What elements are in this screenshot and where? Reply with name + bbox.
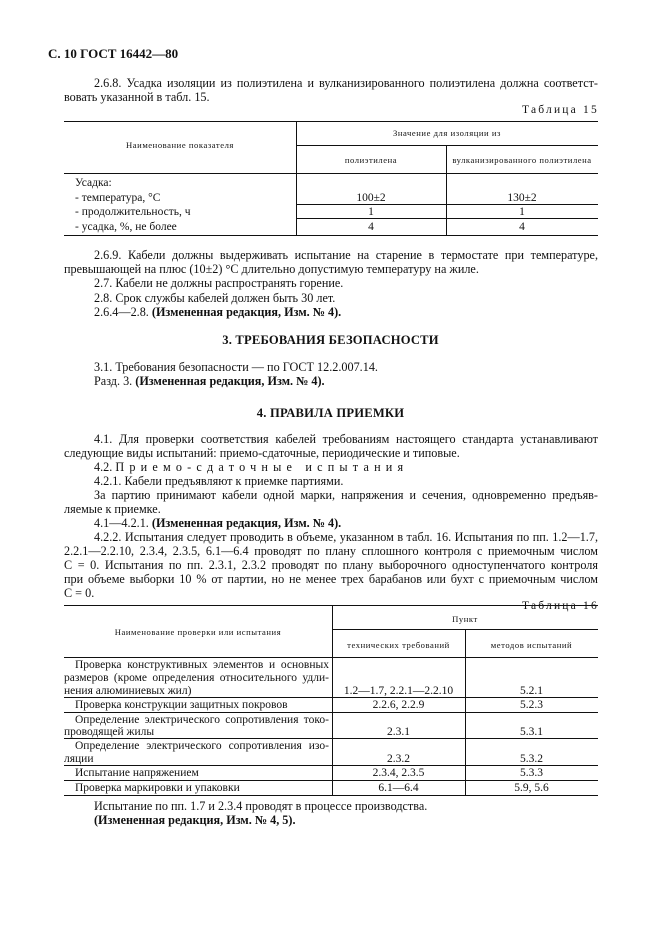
paragraph-4-2-2-line-3: C = 0. Испытания по пп. 2.3.1, 2.3.2 проводят по плану выборочного одноступенчатого контроля <box>64 558 598 572</box>
heading-number: 4.2. <box>94 460 113 474</box>
amendment-prefix: Разд. 3. <box>94 374 133 388</box>
table-15-col-group-header: Значение для изоляции из <box>393 128 501 138</box>
table-16-caption: Таблица 16 <box>522 600 599 612</box>
table-row-name-line: ляции <box>64 753 94 765</box>
paragraph-2-6-8-line-1: 2.6.8. Усадка изоляции из полиэтилена и вулканизированного полиэтилена должна соответст- <box>94 76 598 90</box>
paragraph-4-2-1b-line-1: За партию принимают кабели одной марки, напряжения и сечения, одновременно предъяв- <box>94 488 598 502</box>
amendment-prefix: 4.1—4.2.1. <box>94 516 149 530</box>
paragraph-2-6-9-line-1: 2.6.9. Кабели должны выдерживать испытание на старение в термостате при температуре, <box>94 248 598 262</box>
table-row-name-line: размеров (кроме определения относительного удли- <box>64 672 329 684</box>
amendment-note: (Измененная редакция, Изм. № 4). <box>135 374 325 388</box>
table-row-pe: 1 <box>368 206 374 218</box>
paragraph-4-2-heading <box>94 460 408 474</box>
table-row-tech: 1.2—1.7, 2.2.1—2.2.10 <box>343 685 454 697</box>
table-15-col-pe-header: полиэтилена <box>344 155 398 165</box>
table-row-name-line: нения алюминиевых жил) <box>64 685 192 697</box>
paragraph-2-8: 2.8. Срок службы кабелей должен быть 30 лет. <box>94 291 336 305</box>
paragraph-4-2-1b-line-2: ляемые к приемке. <box>64 502 161 516</box>
table-row-name-line: Определение электрического сопротивления токо- <box>75 714 329 726</box>
table-row-methods: 5.2.3 <box>520 699 543 711</box>
paragraph-2-7: 2.7. Кабели не должны распространять горение. <box>94 276 344 290</box>
paragraph-4-1-line-2: следующие виды испытаний: приемо-сдаточные, периодические и типовые. <box>64 446 460 460</box>
paragraph-2-6-4-amendment <box>94 305 341 319</box>
table-row-name-line: Определение электрического сопротивления изо- <box>75 740 329 752</box>
table-16-col-name-header: Наименование проверки или испытания <box>114 627 282 637</box>
table-16-col-group-header: Пункт <box>452 614 478 624</box>
amendment-note: (Измененная редакция, Изм. № 4). <box>151 305 342 319</box>
footer-note: Испытание по пп. 1.7 и 2.3.4 проводят в процессе производства. <box>94 799 428 813</box>
table-row-name-line: Проверка конструктивных элементов и основных <box>75 659 329 671</box>
table-15-group-label: Усадка: <box>75 177 112 189</box>
table-row-vpe: 130±2 <box>507 192 537 204</box>
table-16-col-methods-header: методов испытаний <box>490 640 573 650</box>
table-15-col-name-header: Наименование показателя <box>126 140 234 150</box>
table-row-tech: 2.3.2 <box>387 753 410 765</box>
table-row-pe: 4 <box>368 221 374 233</box>
paragraph-4-2-2-line-2: 2.2.1—2.2.10, 2.3.4, 2.3.5, 6.1—6.4 проводят по плану сплошного контроля с приемочным числом <box>64 544 598 558</box>
table-row-vpe: 1 <box>519 206 525 218</box>
table-row-tech: 2.3.1 <box>387 726 410 738</box>
table-row-name-line: Испытание напряжением <box>75 767 199 779</box>
table-15-col-vpe-header: вулканизированного полиэтилена <box>452 155 592 165</box>
table-row-name: - температура, °С <box>75 192 161 204</box>
table-row-name-line: Проверка маркировки и упаковки <box>75 782 240 794</box>
table-row-methods: 5.3.2 <box>520 753 543 765</box>
table-row-name: - продолжительность, ч <box>75 206 191 218</box>
paragraph-2-6-8-line-2: вовать указанной в табл. 15. <box>64 90 210 104</box>
table-row-name-line: проводящей жилы <box>64 726 155 738</box>
paragraph-3-1: 3.1. Требования безопасности — по ГОСТ 12.2.007.14. <box>94 360 378 374</box>
table-row-name-line: Проверка конструкции защитных покровов <box>75 699 288 711</box>
table-row-pe: 100±2 <box>356 192 386 204</box>
table-row-methods: 5.3.3 <box>520 767 543 779</box>
page-header: С. 10 ГОСТ 16442—80 <box>48 46 179 61</box>
section-3-amendment <box>94 374 325 388</box>
table-row-tech: 2.2.6, 2.2.9 <box>372 699 425 711</box>
table-row-tech: 6.1—6.4 <box>378 782 419 794</box>
paragraph-4-2-2-line-4: при объеме выборки 10 % от партии, но не менее трех барабанов или бухт с приемочным числом <box>64 572 598 586</box>
paragraph-4-2-2-line-1: 4.2.2. Испытания следует проводить в объеме, указанном в табл. 16. Испытания по пп. 1.2—1.7, <box>94 530 598 544</box>
amendment-prefix: 2.6.4—2.8. <box>94 305 149 319</box>
table-row-methods: 5.2.1 <box>520 685 543 697</box>
section-4-title: 4. ПРАВИЛА ПРИЕМКИ <box>256 406 405 420</box>
table-16-col-tech-header: технических требований <box>347 640 450 650</box>
table-row-tech: 2.3.4, 2.3.5 <box>372 767 425 779</box>
table-row-vpe: 4 <box>519 221 525 233</box>
paragraph-4-2-1: 4.2.1. Кабели предъявляют к приемке партиями. <box>94 474 344 488</box>
table-row-name: - усадка, %, не более <box>75 221 177 233</box>
paragraph-4-1-line-1: 4.1. Для проверки соответствия кабелей требованиям настоящего стандарта устанавливают <box>94 432 598 446</box>
footer-amendment-note: (Измененная редакция, Изм. № 4, 5). <box>94 813 296 827</box>
table-row-methods: 5.3.1 <box>520 726 543 738</box>
section-3-title: 3. ТРЕБОВАНИЯ БЕЗОПАСНОСТИ <box>222 333 439 347</box>
paragraph-4-1-amendment <box>94 516 341 530</box>
paragraph-2-6-9-line-2: превышающей на плюс (10±2) °С длительно допустимую температуру на жиле. <box>64 262 479 276</box>
paragraph-4-2-2-line-5: C = 0. <box>64 586 95 600</box>
heading-spaced-text: Приемо-сдаточные испытания <box>115 460 409 474</box>
table-row-methods: 5.9, 5.6 <box>514 782 549 794</box>
amendment-note: (Измененная редакция, Изм. № 4). <box>151 516 342 530</box>
table-15-caption: Таблица 15 <box>522 104 599 116</box>
